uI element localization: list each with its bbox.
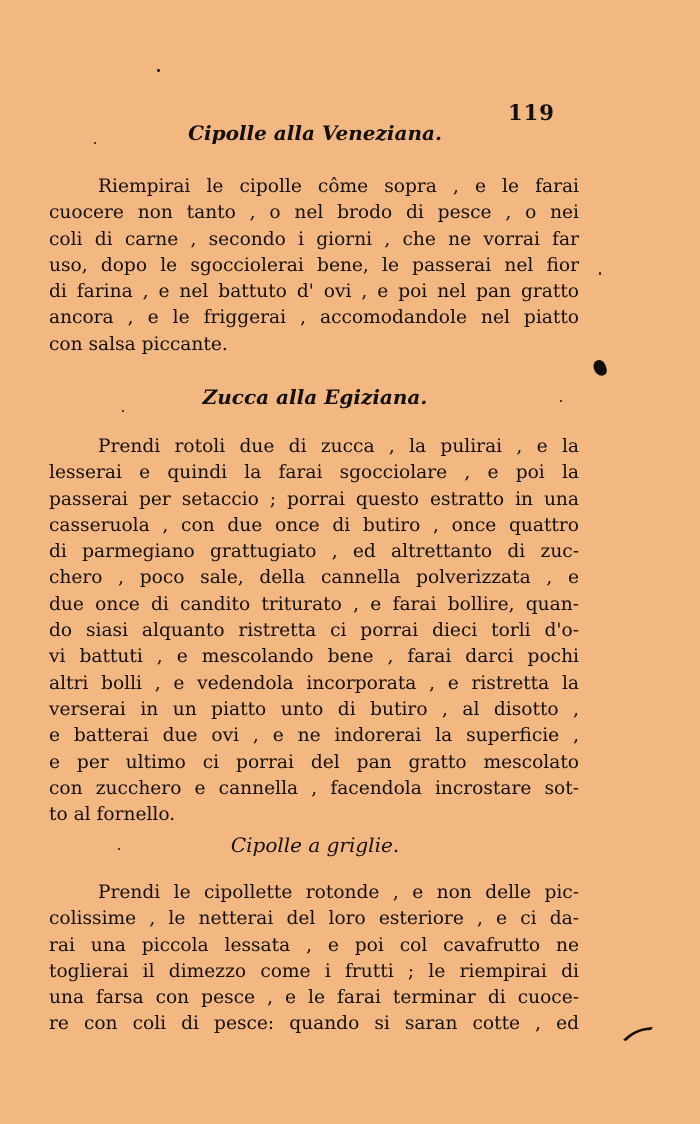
text-line: con zucchero e cannella , facendola incrostare sot-: [49, 777, 579, 799]
ink-stroke-mark: [621, 1024, 655, 1042]
section-title-cipolle-veneziana: Cipolle alla Veneziana.: [188, 121, 442, 145]
text-line: uso, dopo le sgocciolerai bene, le passerai nel fior: [49, 254, 579, 276]
text-line: e per ultimo ci porrai del pan gratto mescolato: [49, 751, 579, 773]
text-line: colissime , le netterai del loro esteriore , e ci da-: [49, 908, 579, 930]
text-line: ancora , e le friggerai , accomodandole nel piatto: [49, 307, 579, 329]
text-line: due once di candito triturato , e farai bollire, quan-: [49, 593, 579, 615]
text-line: vi battuti , e mescolando bene , farai darci pochi: [49, 646, 579, 668]
text-line: to al fornello.: [49, 804, 176, 826]
section-title-cipolle-griglie: Cipolle a griglie.: [230, 833, 400, 857]
text-line: e batterai due ovi , e ne indorerai la superficie ,: [49, 725, 579, 747]
paragraph-cipolle-veneziana: [49, 174, 579, 358]
ink-speck: [94, 142, 96, 144]
text-line: Prendi rotoli due di zucca , la pulirai , e la: [98, 436, 579, 457]
text-line: toglierai il dimezzo come i frutti ; le riempirai di: [49, 960, 579, 982]
text-line: casseruola , con due once di butiro , once quattro: [49, 514, 579, 536]
paragraph-zucca-egiziana: [49, 434, 579, 828]
text-line: re con coli di pesce: quando si saran cotte , ed: [49, 1013, 579, 1035]
text-line: coli di carne , secondo i giorni , che ne vorrai far: [49, 228, 579, 250]
section-title-zucca-egiziana: Zucca alla Egiziana.: [202, 385, 428, 409]
text-line: chero , poco sale, della cannella polverizzata , e: [49, 567, 579, 589]
paragraph-cipolle-griglie: [49, 880, 579, 1038]
page-number: 119: [508, 100, 555, 125]
ink-speck: [118, 848, 120, 850]
text-line: di parmegiano grattugiato , ed altrettanto di zuc-: [49, 541, 579, 563]
text-line: cuocere non tanto , o nel brodo di pesce , o nei: [49, 202, 579, 224]
ink-speck: [157, 69, 160, 72]
text-line: rai una piccola lessata , e poi col cavafrutto ne: [49, 934, 579, 956]
text-line: passerai per setaccio ; porrai questo estratto in una: [49, 488, 579, 510]
ink-speck: [599, 272, 601, 275]
text-line: verserai in un piatto unto di butiro , al disotto ,: [49, 698, 579, 720]
text-line: con salsa piccante.: [49, 333, 228, 355]
ink-speck: [560, 400, 562, 402]
text-line: lesserai e quindi la farai sgocciolare , e poi la: [49, 462, 579, 484]
text-line: Prendi le cipollette rotonde , e non delle pic-: [98, 882, 579, 903]
text-line: di farina , e nel battuto d' ovi , e poi nel pan gratto: [49, 281, 579, 303]
ink-speck: [122, 410, 124, 412]
ink-blot: [592, 358, 609, 377]
text-line: una farsa con pesce , e le farai terminar di cuoce-: [49, 987, 579, 1009]
text-line: altri bolli , e vedendola incorporata , e ristretta la: [49, 672, 579, 694]
text-line: do siasi alquanto ristretta ci porrai dieci torli d'o-: [49, 620, 579, 642]
text-line: Riempirai le cipolle côme sopra , e le farai: [98, 176, 579, 197]
